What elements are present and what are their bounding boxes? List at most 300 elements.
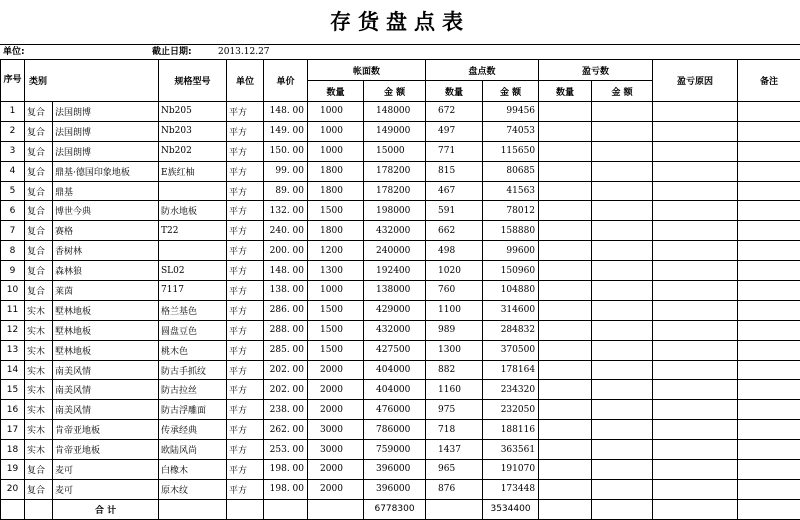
cell-diff-qty: [539, 141, 592, 161]
cell-book-amount: 15000: [364, 141, 426, 161]
cell-diff-qty: [539, 320, 592, 340]
cell-diff-amount: [592, 380, 653, 400]
cell-price: 253. 00: [264, 440, 308, 460]
cell-type: 实木: [25, 320, 53, 340]
cell-diff-qty: [539, 360, 592, 380]
table-row: [1, 201, 800, 221]
cell-diff-qty: [539, 221, 592, 241]
cell-unit: 平方: [227, 181, 264, 201]
cell-unit: 平方: [227, 400, 264, 420]
sheet-title: 存货盘点表: [330, 9, 470, 34]
cell-diff-qty: [539, 102, 592, 122]
cell-reason: [653, 241, 738, 261]
total-label: 合 计: [53, 499, 159, 519]
cell-seq: 14: [1, 360, 25, 380]
cell-remark: [738, 460, 800, 480]
cell-seq: 12: [1, 320, 25, 340]
cell-price: 286. 00: [264, 300, 308, 320]
total-book-amount: 6778300: [364, 499, 426, 519]
cell-book-amount: 759000: [364, 440, 426, 460]
cell-count-qty: 1300: [426, 340, 483, 360]
cell-book-qty: 1500: [308, 340, 364, 360]
cell-type: 复合: [25, 261, 53, 281]
cell-diff-amount: [592, 420, 653, 440]
cell-model: 圆盘豆色: [159, 320, 227, 340]
cell-reason: [653, 440, 738, 460]
total-row: [1, 499, 800, 519]
cell-book-qty: 2000: [308, 460, 364, 480]
table-row: [1, 400, 800, 420]
cell-count-amount: 191070: [483, 460, 539, 480]
cell-count-qty: 989: [426, 320, 483, 340]
header-book-amount: 金 额: [364, 81, 426, 102]
cell-seq: 1: [1, 102, 25, 122]
cell-book-qty: 1300: [308, 261, 364, 281]
cell-count-qty: 1160: [426, 380, 483, 400]
cell-seq: 10: [1, 281, 25, 301]
cell-count-qty: 882: [426, 360, 483, 380]
cell-count-qty: 497: [426, 121, 483, 141]
cell-diff-qty: [539, 420, 592, 440]
table-row: [1, 340, 800, 360]
cell-unit: 平方: [227, 320, 264, 340]
cell-diff-qty: [539, 121, 592, 141]
cell-book-qty: 3000: [308, 440, 364, 460]
cell-remark: [738, 121, 800, 141]
cell-name: 香树林: [53, 241, 159, 261]
cell-type: 实木: [25, 440, 53, 460]
cell-model: 欧陆风尚: [159, 440, 227, 460]
cell-type: 复合: [25, 121, 53, 141]
cell-book-qty: 1000: [308, 281, 364, 301]
cell-diff-amount: [592, 102, 653, 122]
cell-diff-amount: [592, 141, 653, 161]
cell-unit: 平方: [227, 479, 264, 499]
cell-book-amount: 476000: [364, 400, 426, 420]
table-row: [1, 102, 800, 122]
cell-book-amount: 178200: [364, 181, 426, 201]
cell-diff-qty: [539, 201, 592, 221]
cell-seq: 15: [1, 380, 25, 400]
cell-seq: 2: [1, 121, 25, 141]
cell-seq: 11: [1, 300, 25, 320]
cell-seq: 17: [1, 420, 25, 440]
cell-unit: 平方: [227, 201, 264, 221]
cell-count-amount: 363561: [483, 440, 539, 460]
table-row: [1, 440, 800, 460]
cell-model: Nb203: [159, 121, 227, 141]
cell-model: T22: [159, 221, 227, 241]
cell-remark: [738, 320, 800, 340]
cell-diff-amount: [592, 340, 653, 360]
header-diff: 盈亏数: [539, 60, 653, 81]
cell-type: 实木: [25, 360, 53, 380]
cell-count-qty: 965: [426, 460, 483, 480]
cell-name: 墅林地板: [53, 340, 159, 360]
cell-diff-qty: [539, 400, 592, 420]
table-row: [1, 181, 800, 201]
cell-reason: [653, 300, 738, 320]
cell-diff-qty: [539, 181, 592, 201]
cell-book-amount: 148000: [364, 102, 426, 122]
cell-reason: [653, 380, 738, 400]
cell-type: 复合: [25, 281, 53, 301]
cell-count-amount: 41563: [483, 181, 539, 201]
cell-price: 99. 00: [264, 161, 308, 181]
cell-model: 传承经典: [159, 420, 227, 440]
cell-model: 原木纹: [159, 479, 227, 499]
cell-diff-amount: [592, 440, 653, 460]
cell-model: 防古手抓纹: [159, 360, 227, 380]
cell-diff-amount: [592, 300, 653, 320]
header-book: 帐面数: [308, 60, 426, 81]
header-price: 单价: [264, 60, 308, 102]
cell-count-amount: 284832: [483, 320, 539, 340]
cell-book-amount: 429000: [364, 300, 426, 320]
cell-type: 复合: [25, 221, 53, 241]
cell-book-qty: 2000: [308, 360, 364, 380]
cell-price: 198. 00: [264, 479, 308, 499]
cell-model: 防古拉丝: [159, 380, 227, 400]
cell-seq: 19: [1, 460, 25, 480]
cell-unit: 平方: [227, 102, 264, 122]
table-row: [1, 420, 800, 440]
cell-diff-qty: [539, 300, 592, 320]
cell-type: 复合: [25, 479, 53, 499]
cell-count-qty: 591: [426, 201, 483, 221]
cell-book-qty: 1000: [308, 121, 364, 141]
cell-model: Nb205: [159, 102, 227, 122]
cell-book-qty: 2000: [308, 479, 364, 499]
header-unit: 单位: [227, 60, 264, 102]
cell-count-amount: 158880: [483, 221, 539, 241]
table-row: [1, 161, 800, 181]
table-row: [1, 300, 800, 320]
inventory-table: [0, 59, 800, 520]
cell-unit: 平方: [227, 281, 264, 301]
cell-seq: 13: [1, 340, 25, 360]
cell-book-amount: 432000: [364, 320, 426, 340]
cell-book-amount: 178200: [364, 161, 426, 181]
cell-diff-amount: [592, 201, 653, 221]
cell-count-qty: 1020: [426, 261, 483, 281]
cell-count-amount: 178164: [483, 360, 539, 380]
cell-type: 实木: [25, 400, 53, 420]
cell-count-amount: 104880: [483, 281, 539, 301]
cell-diff-qty: [539, 241, 592, 261]
cell-price: 202. 00: [264, 360, 308, 380]
cell-book-amount: 138000: [364, 281, 426, 301]
cell-unit: 平方: [227, 340, 264, 360]
cell-count-qty: 876: [426, 479, 483, 499]
cell-reason: [653, 460, 738, 480]
header-book-qty: 数量: [308, 81, 364, 102]
cell-seq: 9: [1, 261, 25, 281]
cell-book-amount: 427500: [364, 340, 426, 360]
cell-diff-amount: [592, 121, 653, 141]
cell-book-amount: 198000: [364, 201, 426, 221]
cell-count-amount: 234320: [483, 380, 539, 400]
cell-book-amount: 404000: [364, 360, 426, 380]
header-diff-qty: 数量: [539, 81, 592, 102]
cell-unit: 平方: [227, 460, 264, 480]
cell-book-amount: 396000: [364, 479, 426, 499]
cell-price: 200. 00: [264, 241, 308, 261]
cell-count-qty: 1437: [426, 440, 483, 460]
cell-price: 132. 00: [264, 201, 308, 221]
cell-unit: 平方: [227, 141, 264, 161]
cell-price: 240. 00: [264, 221, 308, 241]
cell-remark: [738, 340, 800, 360]
cell-price: 148. 00: [264, 261, 308, 281]
table-row: [1, 479, 800, 499]
cell-model: [159, 181, 227, 201]
cell-book-qty: 1500: [308, 201, 364, 221]
cell-remark: [738, 261, 800, 281]
cell-reason: [653, 320, 738, 340]
cell-remark: [738, 161, 800, 181]
table-row: [1, 221, 800, 241]
cell-name: 鼎基: [53, 181, 159, 201]
cell-book-amount: 786000: [364, 420, 426, 440]
cell-count-qty: 760: [426, 281, 483, 301]
cell-unit: 平方: [227, 161, 264, 181]
cell-count-amount: 115650: [483, 141, 539, 161]
cell-diff-amount: [592, 360, 653, 380]
cell-reason: [653, 161, 738, 181]
cell-remark: [738, 141, 800, 161]
cell-unit: 平方: [227, 440, 264, 460]
cell-count-amount: 314600: [483, 300, 539, 320]
cell-diff-amount: [592, 221, 653, 241]
cell-book-qty: 1000: [308, 141, 364, 161]
cell-name: 麦可: [53, 460, 159, 480]
cell-book-qty: 1800: [308, 181, 364, 201]
cell-count-qty: 1100: [426, 300, 483, 320]
cell-diff-qty: [539, 281, 592, 301]
cell-remark: [738, 102, 800, 122]
cell-unit: 平方: [227, 300, 264, 320]
cell-reason: [653, 261, 738, 281]
cell-name: 莱茵: [53, 281, 159, 301]
header-reason: 盈亏原因: [653, 60, 738, 102]
cell-type: 实木: [25, 420, 53, 440]
cell-model: [159, 241, 227, 261]
cell-count-qty: 672: [426, 102, 483, 122]
cell-remark: [738, 241, 800, 261]
cell-diff-qty: [539, 161, 592, 181]
cell-unit: 平方: [227, 380, 264, 400]
cell-model: 防古浮雕面: [159, 400, 227, 420]
cell-count-amount: 370500: [483, 340, 539, 360]
cell-model: 防水地板: [159, 201, 227, 221]
cell-price: 288. 00: [264, 320, 308, 340]
table-row: [1, 380, 800, 400]
cell-type: 实木: [25, 380, 53, 400]
cell-diff-amount: [592, 400, 653, 420]
cell-type: 复合: [25, 181, 53, 201]
cell-type: 实木: [25, 300, 53, 320]
cell-price: 138. 00: [264, 281, 308, 301]
cell-type: 复合: [25, 201, 53, 221]
table-row: [1, 281, 800, 301]
cell-diff-qty: [539, 261, 592, 281]
cell-book-qty: 2000: [308, 400, 364, 420]
cell-seq: 6: [1, 201, 25, 221]
cell-count-amount: 188116: [483, 420, 539, 440]
cell-unit: 平方: [227, 241, 264, 261]
cell-unit: 平方: [227, 221, 264, 241]
cell-name: 赛格: [53, 221, 159, 241]
cell-seq: 16: [1, 400, 25, 420]
cell-book-amount: 432000: [364, 221, 426, 241]
cell-name: 墅林地板: [53, 320, 159, 340]
cell-count-qty: 662: [426, 221, 483, 241]
cell-diff-qty: [539, 460, 592, 480]
cell-model: 桃木色: [159, 340, 227, 360]
cell-reason: [653, 221, 738, 241]
cell-model: SL02: [159, 261, 227, 281]
cell-count-amount: 78012: [483, 201, 539, 221]
cell-diff-amount: [592, 479, 653, 499]
header-category: 类别: [25, 60, 159, 102]
cell-type: 复合: [25, 241, 53, 261]
header-diff-amount: 金 额: [592, 81, 653, 102]
cell-count-qty: 718: [426, 420, 483, 440]
cell-name: 鼎基·德国印象地板: [53, 161, 159, 181]
cell-model: 格兰基色: [159, 300, 227, 320]
cell-reason: [653, 102, 738, 122]
cell-unit: 平方: [227, 121, 264, 141]
cell-reason: [653, 400, 738, 420]
table-row: [1, 320, 800, 340]
header-count: 盘点数: [426, 60, 539, 81]
cell-remark: [738, 300, 800, 320]
cell-seq: 4: [1, 161, 25, 181]
header-seq: 序号: [1, 60, 25, 102]
cell-type: 复合: [25, 141, 53, 161]
cell-reason: [653, 141, 738, 161]
cell-seq: 5: [1, 181, 25, 201]
date-label: 截止日期:: [152, 47, 192, 57]
table-row: [1, 261, 800, 281]
cell-remark: [738, 420, 800, 440]
cell-diff-amount: [592, 241, 653, 261]
cell-diff-amount: [592, 181, 653, 201]
cell-reason: [653, 420, 738, 440]
header-model: 规格型号: [159, 60, 227, 102]
cell-book-amount: 404000: [364, 380, 426, 400]
cell-type: 复合: [25, 102, 53, 122]
cell-name: 南美风情: [53, 400, 159, 420]
cell-book-qty: 1800: [308, 221, 364, 241]
cell-remark: [738, 181, 800, 201]
cell-price: 150. 00: [264, 141, 308, 161]
cell-book-qty: 1800: [308, 161, 364, 181]
cell-book-qty: 1200: [308, 241, 364, 261]
table-row: [1, 360, 800, 380]
cell-name: 肯帝亚地板: [53, 440, 159, 460]
cell-model: E族红柚: [159, 161, 227, 181]
cell-name: 森林狼: [53, 261, 159, 281]
cell-diff-amount: [592, 161, 653, 181]
cell-price: 285. 00: [264, 340, 308, 360]
cell-name: 南美风情: [53, 380, 159, 400]
cell-seq: 8: [1, 241, 25, 261]
cell-reason: [653, 201, 738, 221]
cell-book-amount: 240000: [364, 241, 426, 261]
cell-book-qty: 2000: [308, 380, 364, 400]
date-value: 2013.12.27: [218, 47, 270, 57]
cell-remark: [738, 360, 800, 380]
cell-count-qty: 498: [426, 241, 483, 261]
table-row: [1, 460, 800, 480]
cell-price: 89. 00: [264, 181, 308, 201]
total-count-amount: 3534400: [483, 499, 539, 519]
cell-remark: [738, 221, 800, 241]
cell-remark: [738, 479, 800, 499]
cell-price: 198. 00: [264, 460, 308, 480]
cell-seq: 18: [1, 440, 25, 460]
cell-book-amount: 192400: [364, 261, 426, 281]
cell-reason: [653, 479, 738, 499]
table-row: [1, 241, 800, 261]
header-count-amount: 金 额: [483, 81, 539, 102]
cell-reason: [653, 121, 738, 141]
cell-model: Nb202: [159, 141, 227, 161]
cell-remark: [738, 440, 800, 460]
cell-remark: [738, 380, 800, 400]
cell-diff-amount: [592, 460, 653, 480]
cell-diff-qty: [539, 340, 592, 360]
cell-reason: [653, 360, 738, 380]
cell-model: 白橡木: [159, 460, 227, 480]
cell-book-qty: 1000: [308, 102, 364, 122]
cell-type: 复合: [25, 460, 53, 480]
cell-price: 149. 00: [264, 121, 308, 141]
cell-seq: 7: [1, 221, 25, 241]
cell-count-amount: 173448: [483, 479, 539, 499]
cell-count-amount: 74053: [483, 121, 539, 141]
cell-diff-amount: [592, 320, 653, 340]
cell-count-qty: 467: [426, 181, 483, 201]
cell-book-qty: 1500: [308, 320, 364, 340]
cell-count-amount: 80685: [483, 161, 539, 181]
unit-label: 单位:: [3, 47, 25, 57]
cell-name: 法国朗博: [53, 102, 159, 122]
cell-name: 南美风情: [53, 360, 159, 380]
cell-price: 202. 00: [264, 380, 308, 400]
cell-remark: [738, 201, 800, 221]
header-remark: 备注: [738, 60, 800, 102]
cell-diff-amount: [592, 261, 653, 281]
cell-count-amount: 99600: [483, 241, 539, 261]
header-count-qty: 数量: [426, 81, 483, 102]
cell-remark: [738, 281, 800, 301]
cell-name: 博世今典: [53, 201, 159, 221]
cell-diff-amount: [592, 281, 653, 301]
cell-seq: 20: [1, 479, 25, 499]
cell-diff-qty: [539, 479, 592, 499]
cell-diff-qty: [539, 440, 592, 460]
cell-count-amount: 232050: [483, 400, 539, 420]
cell-book-qty: 3000: [308, 420, 364, 440]
cell-book-amount: 149000: [364, 121, 426, 141]
cell-book-qty: 1500: [308, 300, 364, 320]
cell-model: 7117: [159, 281, 227, 301]
cell-diff-qty: [539, 380, 592, 400]
cell-seq: 3: [1, 141, 25, 161]
